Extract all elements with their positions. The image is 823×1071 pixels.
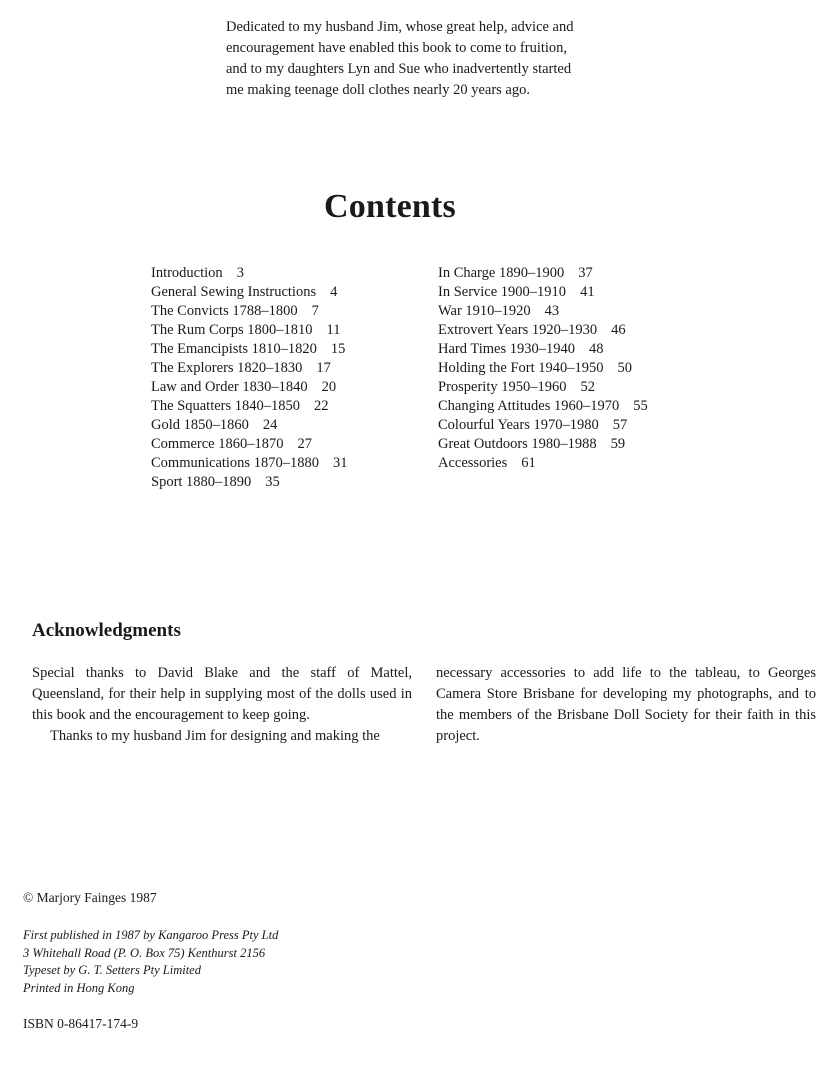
toc-entry-page: 37	[578, 265, 593, 281]
toc-entry[interactable]	[438, 340, 648, 359]
toc-entry-page: 43	[544, 303, 560, 319]
toc-entry-title: War 1910–1920	[438, 303, 531, 319]
dedication-line: me making teenage doll clothes nearly 20 years ago.	[226, 82, 530, 98]
toc-entry-title: In Service 1900–1910	[438, 284, 567, 300]
acknowledgments-heading: Acknowledgments	[32, 620, 181, 641]
toc-entry-title: The Squatters 1840–1850	[151, 398, 301, 414]
toc-entry-page: 7	[311, 303, 319, 319]
toc-entry[interactable]	[151, 435, 347, 454]
toc-entry[interactable]	[151, 397, 347, 416]
toc-entry[interactable]	[438, 378, 648, 397]
dedication-line: encouragement have enabled this book to come to fruition,	[226, 40, 568, 56]
acknowledgments-right-column	[436, 663, 816, 747]
toc-entry-title: Law and Order 1830–1840	[151, 379, 308, 395]
toc-entry[interactable]	[151, 378, 347, 397]
dedication-line: and to my daughters Lyn and Sue who inadvertently started	[226, 61, 572, 77]
dedication	[226, 17, 618, 101]
toc-entry-page: 55	[633, 398, 648, 414]
toc-entry-title: Sport 1880–1890	[151, 474, 252, 490]
toc-entry[interactable]	[438, 397, 648, 416]
toc-entry-page: 57	[612, 417, 628, 433]
toc-entry-title: The Rum Corps 1800–1810	[151, 322, 313, 338]
publication-imprint	[23, 927, 278, 997]
toc-entry-title: Prosperity 1950–1960	[438, 379, 567, 395]
dedication-line: Dedicated to my husband Jim, whose great help, advice and	[226, 19, 574, 35]
acknowledgments-paragraph: Special thanks to David Blake and the staff of Mattel, Queensland, for their help in supplying most of the dolls used in this book and the encouragement to keep going.	[32, 665, 412, 723]
toc-entry[interactable]	[151, 454, 347, 473]
toc-entry[interactable]	[151, 416, 347, 435]
toc-entry[interactable]	[151, 359, 347, 378]
toc-entry[interactable]	[438, 416, 648, 435]
toc-entry-title: In Charge 1890–1900	[438, 265, 565, 281]
toc-entry-page: 4	[330, 284, 338, 300]
toc-entry-title: Hard Times 1930–1940	[438, 341, 575, 357]
toc-entry-page: 46	[611, 322, 626, 338]
toc-entry-page: 35	[265, 474, 280, 490]
toc-entry-page: 20	[321, 379, 337, 395]
isbn: ISBN 0-86417-174-9	[23, 1016, 139, 1031]
imprint-line: Printed in Hong Kong	[23, 980, 135, 995]
toc-entry[interactable]	[151, 264, 347, 283]
toc-entry-title: Communications 1870–1880	[151, 455, 319, 471]
toc-entry-page: 59	[610, 436, 626, 452]
toc-entry-title: Great Outdoors 1980–1988	[438, 436, 597, 452]
toc-entry[interactable]	[438, 302, 648, 321]
toc-right-column	[438, 264, 648, 473]
toc-entry-page: 17	[316, 360, 331, 376]
toc-entry-page: 3	[236, 265, 244, 281]
toc-left-column	[151, 264, 347, 492]
toc-entry-page: 48	[588, 341, 604, 357]
toc-entry-title: The Emancipists 1810–1820	[151, 341, 317, 357]
acknowledgments-paragraph: Thanks to my husband Jim for designing and making the	[50, 728, 380, 744]
toc-entry-page: 52	[580, 379, 595, 395]
toc-entry-title: The Convicts 1788–1800	[151, 303, 298, 319]
imprint-line: Typeset by G. T. Setters Pty Limited	[23, 963, 201, 977]
copyright-notice: © Marjory Fainges 1987	[23, 890, 157, 905]
toc-entry[interactable]	[151, 283, 347, 302]
toc-entry-page: 11	[326, 322, 341, 338]
toc-entry-title: Accessories	[438, 455, 508, 471]
contents-heading: Contents	[324, 188, 456, 225]
toc-entry-title: Commerce 1860–1870	[151, 436, 284, 452]
toc-entry-page: 15	[330, 341, 346, 357]
toc-entry-title: Changing Attitudes 1960–1970	[438, 398, 620, 414]
toc-entry-title: Colourful Years 1970–1980	[438, 417, 599, 433]
toc-entry[interactable]	[438, 283, 648, 302]
toc-entry-title: Holding the Fort 1940–1950	[438, 360, 604, 376]
toc-entry[interactable]	[151, 473, 347, 492]
toc-entry[interactable]	[151, 340, 347, 359]
toc-entry-page: 41	[580, 284, 595, 300]
toc-entry-title: Gold 1850–1860	[151, 417, 249, 433]
toc-entry-page: 27	[297, 436, 312, 452]
toc-entry[interactable]	[438, 359, 648, 378]
toc-entry[interactable]	[151, 302, 347, 321]
toc-entry-page: 50	[617, 360, 633, 376]
toc-entry-page: 61	[521, 455, 536, 471]
acknowledgments-paragraph: necessary accessories to add life to the tableau, to Georges Camera Store Brisbane for developing my photographs, and to the members of the Brisbane Doll Society for their faith in this project.	[436, 665, 816, 744]
toc-entry-title: The Explorers 1820–1830	[151, 360, 303, 376]
toc-entry[interactable]	[438, 454, 648, 473]
toc-entry-title: General Sewing Instructions	[151, 284, 317, 300]
imprint-line: First published in 1987 by Kangaroo Press Pty Ltd	[23, 928, 279, 942]
toc-entry-page: 22	[314, 398, 329, 414]
toc-entry-title: Extrovert Years 1920–1930	[438, 322, 598, 338]
toc-entry-page: 24	[262, 417, 278, 433]
toc-entry[interactable]	[438, 321, 648, 340]
toc-entry-title: Introduction	[151, 265, 223, 281]
toc-entry-page: 31	[332, 455, 348, 471]
toc-entry[interactable]	[438, 435, 648, 454]
toc-entry[interactable]	[151, 321, 347, 340]
toc-entry[interactable]	[438, 264, 648, 283]
imprint-line: 3 Whitehall Road (P. O. Box 75) Kenthurst 2156	[23, 945, 266, 960]
acknowledgments-left-column	[32, 663, 412, 747]
